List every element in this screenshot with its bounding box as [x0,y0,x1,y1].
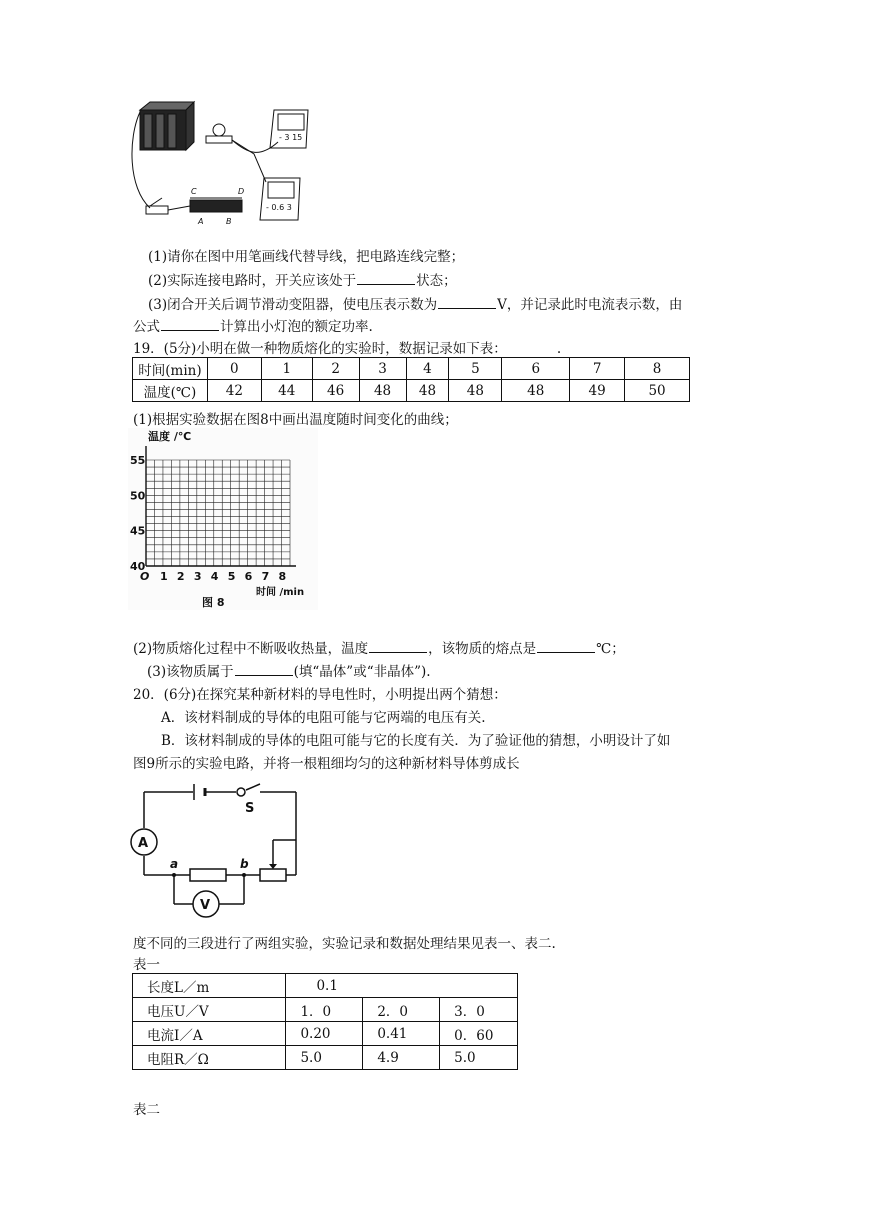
q18-line-3-a: (3)闭合开关后调节滑动变阻器，使电压表示数为 [148,297,438,313]
resistor-ab [190,869,226,881]
q18-line-2 [148,269,457,289]
x-tick-label: 2 [176,570,185,583]
melting-data-table [132,357,690,402]
table-cell: 5.0 [286,1046,363,1070]
rheostat [190,187,244,226]
table-cell: 1．0 [286,998,363,1022]
table-row-label: 长度L／m [133,974,286,998]
table-cell: 46 [312,380,359,402]
svg-text:A: A [198,217,204,226]
answer-blank[interactable] [369,640,427,653]
table-cell: 0.20 [286,1022,363,1046]
table-cell: 3．0 [440,998,518,1022]
table1-title: 表一 [133,957,160,973]
table-cell: 3 [359,358,406,380]
table-row [133,1046,518,1070]
table-cell: 48 [502,380,570,402]
table-one [132,973,518,1070]
table-cell: 48 [406,380,449,402]
q18-line-4-a: 公式 [133,319,160,335]
chart-title: 图 8 [202,596,225,609]
answer-blank[interactable] [537,640,595,653]
table-cell: 48 [449,380,502,402]
table-row-label: 电流I／A [133,1022,286,1046]
table-cell: 44 [261,380,312,402]
q18-line-3 [148,293,682,313]
x-tick-label: 8 [278,570,287,583]
svg-text:C: C [191,187,197,196]
table-cell: 5 [449,358,502,380]
table-cell: 4 [406,358,449,380]
table-cell: 49 [570,380,625,402]
table-cell: 6 [502,358,570,380]
x-tick-label: 5 [227,570,236,583]
circuit-wires [144,784,296,904]
y-tick-label: 40 [130,560,146,573]
q20-line-2: 图9所示的实验电路，并将一根粗细均匀的这种新材料导体剪成长 [133,756,520,772]
q18-line-1: (1)请你在图中用笔画线代替导线，把电路连线完整； [148,249,465,265]
circuit-figure-2 [128,780,313,920]
q19-intro [133,337,561,357]
table-cell: 5.0 [440,1046,518,1070]
row-header-time: 时间(min) [133,358,208,380]
q19-line-3-a: (3)该物质属于 [147,664,234,680]
q19-line-2 [133,637,625,657]
table-cell: 50 [625,380,690,402]
point-a-label: a [170,857,179,871]
table-row [133,1022,518,1046]
voltmeter-scale: - 3 15 [279,133,303,142]
q20-intro: 20．(6分)在探究某种新材料的导电性时，小明提出两个猜想： [133,687,507,703]
table-cell: 2．0 [363,998,440,1022]
svg-text:B: B [226,217,232,226]
q19-line-3-b: (填“晶体”或“非晶体”). [293,664,431,680]
table-cell: 1 [261,358,312,380]
circuit-figure-1 [128,98,313,230]
battery-symbol [194,784,205,800]
q18-line-4-b: 计算出小灯泡的额定功率. [220,319,373,335]
ammeter-label: A [138,836,149,851]
table-row [133,974,518,998]
table-cell: 2 [312,358,359,380]
temperature-grid-chart[interactable] [128,428,318,610]
chart-x-label: 时间 /min [256,587,305,598]
y-tick-label: 45 [130,524,146,538]
voltmeter [270,110,308,148]
q19-line-2-c: ℃； [596,641,625,657]
lamp [206,124,232,143]
q18-line-4 [133,315,373,335]
voltmeter-label: V [200,898,211,913]
table-cell: 8 [625,358,690,380]
table-cell: 0．60 [440,1022,518,1046]
q19-line-2-b: ，该物质的熔点是 [428,641,537,657]
table-row [133,998,518,1022]
rheostat-symbol [260,869,286,881]
chart-origin-label: O [140,570,150,583]
q20-guess-a: A．该材料制成的导体的电阻可能与它两端的电压有关. [161,710,486,726]
q18-line-2-b: 状态； [416,273,457,289]
point-a-dot [172,873,176,877]
q19-intro-text: 19．(5分)小明在做一种物质熔化的实验时，数据记录如下表： [133,341,507,357]
point-b-label: b [240,857,249,871]
x-tick-label: 6 [244,570,253,583]
answer-blank[interactable] [438,296,496,309]
x-tick-label: 7 [261,570,270,583]
table2-title: 表二 [133,1102,160,1118]
q20-guess-b: B．该材料制成的导体的电阻可能与它的长度有关．为了验证他的猜想，小明设计了如 [161,733,671,749]
y-tick-label: 55 [130,454,146,467]
table-cell: 42 [207,380,261,402]
switch-label: S [245,801,255,816]
table-cell: 4.9 [363,1046,440,1070]
table-cell: 7 [570,358,625,380]
table-row-label: 电阻R／Ω [133,1046,286,1070]
table-row [133,358,690,380]
table-row-label: 电压U／V [133,998,286,1022]
point-b-dot [242,873,246,877]
chart-y-label: 温度 /℃ [148,430,192,443]
x-tick-label: 3 [193,570,202,583]
battery-pack [140,102,194,150]
svg-text:D: D [238,187,245,196]
table-cell: 48 [359,380,406,402]
x-tick-label: 4 [210,570,219,583]
q19-line-2-a: (2)物质熔化过程中不断吸收热量，温度 [133,641,369,657]
table-row [133,380,690,402]
q19-line-3 [147,660,431,680]
table-cell: 0.1 [286,974,518,998]
answer-blank[interactable] [161,318,219,331]
q19-line-1: (1)根据实验数据在图8中画出温度随时间变化的曲线； [133,412,458,428]
ammeter-scale: - 0.6 3 [266,203,292,212]
table-cell: 0.41 [363,1022,440,1046]
ammeter [260,178,300,220]
answer-blank[interactable] [357,272,415,285]
answer-blank[interactable] [235,663,293,676]
switch [146,198,168,214]
switch-contact [237,788,245,796]
row-header-temperature: 温度(℃) [133,380,208,402]
q19-intro-tail: . [556,341,562,357]
table-cell: 0 [207,358,261,380]
q18-line-3-b: V，并记录此时电流表示数，由 [497,297,683,313]
y-tick-label: 50 [130,489,146,503]
x-tick-label: 1 [159,570,168,583]
q20-line-3: 度不同的三段进行了两组实验，实验记录和数据处理结果见表一、表二. [133,936,556,952]
q18-line-2-a: (2)实际连接电路时，开关应该处于 [148,273,357,289]
